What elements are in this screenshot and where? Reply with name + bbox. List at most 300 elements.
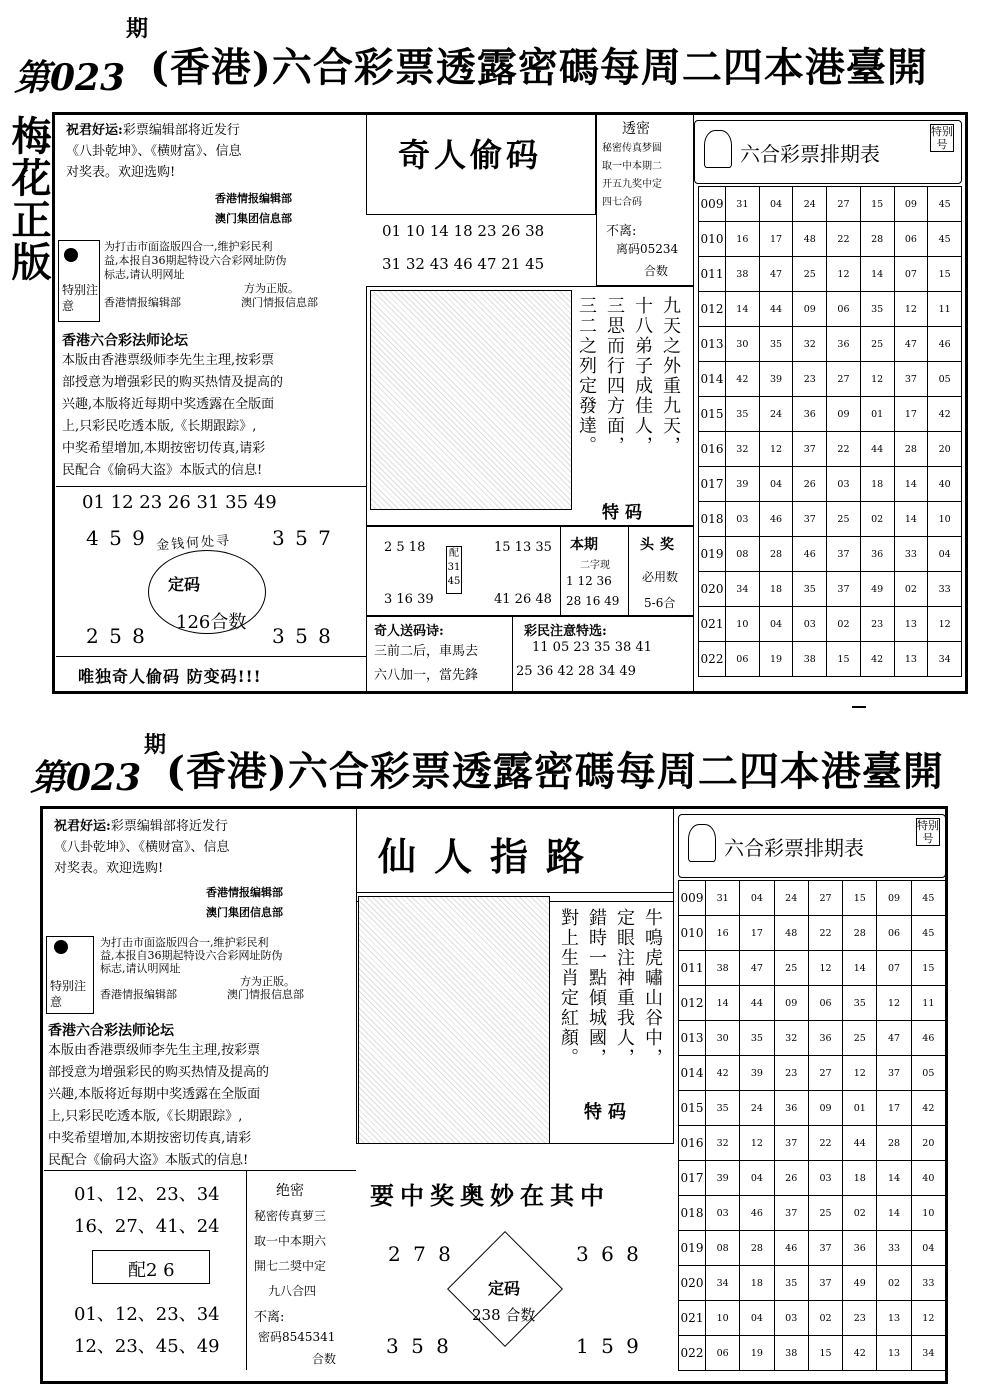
number-cell: 24 (759, 397, 793, 432)
number-cell: 45 (911, 881, 945, 916)
number-cell: 11 (911, 986, 945, 1021)
caimin-title: 彩民注意特选: (524, 624, 607, 639)
number-cell: 14 (726, 292, 760, 327)
greeting-head: 祝君好运: (54, 819, 111, 834)
greeting-head: 祝君好运: (66, 123, 123, 138)
divider (628, 526, 629, 616)
number-cell: 25 (808, 1196, 842, 1231)
schedule-title: 六合彩票排期表 (740, 142, 880, 166)
bottom-nums4: 12、23、45、49 (74, 1336, 220, 1357)
top-feature-title: 奇人偷码 (398, 136, 543, 174)
number-cell: 14 (877, 1196, 911, 1231)
secret-line: 開七二奨中定 (254, 1259, 327, 1273)
pair-mid-2: 45 (447, 576, 461, 587)
number-cell: 03 (793, 607, 827, 642)
number-cell: 11 (928, 292, 962, 327)
table-row (699, 572, 962, 607)
number-cell: 22 (827, 432, 861, 467)
period-cell: 014 (679, 1056, 706, 1091)
greeting-sig1: 香港情报编辑部 (215, 192, 292, 205)
top-poem-col3: 三思而行四方面， (604, 296, 625, 456)
period-cell: 016 (679, 1126, 706, 1161)
number-cell: 15 (860, 187, 894, 222)
number-cell: 35 (726, 397, 760, 432)
table-row (679, 1021, 946, 1056)
number-cell: 36 (808, 1021, 842, 1056)
number-cell: 19 (759, 642, 793, 677)
period-cell: 013 (699, 327, 726, 362)
notice-sig2: 澳门情报信息部 (241, 296, 318, 309)
immortal-illustration (358, 896, 550, 1144)
forum-line: 兴趣,本版将近每期中奖透露在全版面 (62, 397, 275, 412)
period-cell: 012 (699, 292, 726, 327)
bottom-poem-col3: 錯時一點傾城國， (586, 908, 607, 1068)
period-cell: 022 (699, 642, 726, 677)
notice-sig2: 澳门情报信息部 (227, 988, 304, 1001)
pair-mid-1: 31 (447, 562, 461, 573)
number-cell: 02 (860, 502, 894, 537)
table-row (699, 642, 962, 677)
number-cell: 13 (877, 1301, 911, 1336)
number-cell: 35 (793, 572, 827, 607)
table-row (679, 916, 946, 951)
number-cell: 35 (774, 1266, 808, 1301)
number-cell: 47 (740, 951, 774, 986)
number-cell: 36 (860, 537, 894, 572)
number-cell: 17 (740, 916, 774, 951)
table-row (679, 1126, 946, 1161)
table-row (699, 222, 962, 257)
number-cell: 35 (860, 292, 894, 327)
secret-line: 取一中本期二 (602, 161, 662, 172)
number-cell: 36 (827, 327, 861, 362)
buli-label: 不离: (606, 224, 637, 239)
number-cell: 42 (928, 397, 962, 432)
number-cell: 14 (877, 1161, 911, 1196)
forum-title: 香港六合彩法师论坛 (62, 333, 188, 349)
number-cell: 33 (911, 1266, 945, 1301)
number-cell: 04 (928, 537, 962, 572)
number-cell: 33 (928, 572, 962, 607)
number-cell: 10 (706, 1301, 740, 1336)
bottom-right-bot: 1 5 9 (576, 1334, 642, 1358)
pair-mid (446, 546, 462, 594)
number-cell: 08 (726, 537, 760, 572)
notice-line4: 方为正版。 (240, 975, 295, 988)
number-cell: 26 (793, 467, 827, 502)
number-cell: 36 (843, 1231, 877, 1266)
number-cell: 04 (911, 1231, 945, 1266)
notice-line2: 益,本报自36期起特设六合彩网址防伪 (100, 949, 283, 962)
number-cell: 35 (740, 1021, 774, 1056)
number-cell: 10 (911, 1196, 945, 1231)
secret-line: 四七合码 (602, 197, 642, 208)
number-cell: 17 (894, 397, 928, 432)
number-cell: 04 (759, 607, 793, 642)
benqi-line2: 28 16 49 (566, 594, 620, 608)
number-cell: 22 (808, 1126, 842, 1161)
bottom-poem-col4: 對上生肖定紅顏。 (558, 908, 579, 1068)
table-row (679, 986, 946, 1021)
number-cell: 37 (774, 1196, 808, 1231)
number-cell: 27 (827, 362, 861, 397)
greeting-block-2 (54, 816, 344, 879)
forum-line: 中奖希望增加,本期按密切传真,请彩 (62, 441, 266, 456)
number-cell: 17 (877, 1091, 911, 1126)
number-cell: 28 (877, 1126, 911, 1161)
bottom-right-top: 3 6 8 (576, 1242, 642, 1266)
number-cell: 15 (911, 951, 945, 986)
number-cell: 05 (928, 362, 962, 397)
notice-line3: 标志,请认明网址 (104, 268, 185, 281)
number-cell: 18 (740, 1266, 774, 1301)
period-cell: 015 (679, 1091, 706, 1126)
table-row (679, 1266, 946, 1301)
table-row (679, 1161, 946, 1196)
top-poem-col4: 三二之列定發達。 (576, 296, 597, 456)
table-row (679, 1091, 946, 1126)
number-cell: 16 (726, 222, 760, 257)
bottom-ding: 定码 (488, 1279, 521, 1298)
number-cell: 34 (928, 642, 962, 677)
number-cell: 13 (877, 1336, 911, 1371)
pair-mid-label: 配 (449, 548, 459, 559)
number-cell: 06 (726, 642, 760, 677)
notice-sigs (100, 988, 354, 1001)
number-cell: 38 (726, 257, 760, 292)
table-row (699, 537, 962, 572)
number-cell: 05 (911, 1056, 945, 1091)
number-cell: 12 (928, 607, 962, 642)
notice-line4: 方为正版。 (244, 282, 299, 295)
number-cell: 45 (911, 916, 945, 951)
number-cell: 12 (827, 257, 861, 292)
schedule-table (698, 186, 962, 677)
number-cell: 44 (860, 432, 894, 467)
number-cell: 49 (843, 1266, 877, 1301)
number-cell: 07 (894, 257, 928, 292)
number-cell: 24 (793, 187, 827, 222)
number-cell: 44 (759, 292, 793, 327)
benqi-title: 本期 (570, 537, 598, 553)
number-cell: 47 (759, 257, 793, 292)
notice-text (104, 240, 362, 310)
number-cell: 16 (706, 916, 740, 951)
table-row (699, 432, 962, 467)
page-title-2: (香港)六合彩票透露密碼每周二四本港臺開 (166, 748, 944, 795)
number-cell: 32 (774, 1021, 808, 1056)
number-cell: 37 (808, 1231, 842, 1266)
number-cell: 13 (894, 607, 928, 642)
number-cell: 12 (877, 986, 911, 1021)
bottom-buli-unit: 合数 (312, 1352, 337, 1366)
number-cell: 48 (774, 916, 808, 951)
period-cell: 019 (699, 537, 726, 572)
table-row (679, 1196, 946, 1231)
number-cell: 34 (706, 1266, 740, 1301)
qi-label-2: 期 (144, 732, 167, 758)
number-cell: 02 (808, 1301, 842, 1336)
number-cell: 08 (706, 1231, 740, 1266)
greeting-body1: 彩票编辑部将近发行 (122, 123, 240, 138)
bottom-ding-sum: 238 合数 (472, 1306, 536, 1324)
number-cell: 27 (808, 1056, 842, 1091)
number-cell: 47 (894, 327, 928, 362)
number-cell: 49 (860, 572, 894, 607)
secret-line: 九八合四 (268, 1284, 317, 1298)
pair-left-1: 2 5 18 (384, 540, 426, 555)
number-cell: 25 (827, 502, 861, 537)
number-cell: 06 (808, 986, 842, 1021)
forum-body (62, 350, 362, 482)
forum-line: 上,只彩民吃透本版,《长期跟踪》, (62, 419, 257, 434)
number-cell: 31 (706, 881, 740, 916)
period-cell: 009 (699, 187, 726, 222)
top-nums-row: 01 12 23 26 31 35 49 (82, 492, 277, 513)
secret-title: 透密 (622, 121, 650, 137)
number-cell: 23 (774, 1056, 808, 1091)
number-cell: 36 (774, 1091, 808, 1126)
table-row (699, 362, 962, 397)
period-cell: 018 (699, 502, 726, 537)
period-cell: 010 (699, 222, 726, 257)
qiren-title: 奇人送码诗: (374, 624, 444, 639)
pair-left-2: 3 16 39 (384, 592, 434, 607)
benqi-line1: 1 12 36 (566, 574, 612, 588)
bottom-nums3: 01、12、23、34 (74, 1304, 220, 1325)
table-row (699, 502, 962, 537)
schedule-special: 特别号 (931, 125, 953, 151)
number-cell: 40 (911, 1161, 945, 1196)
forum-line: 民配合《偷码大盗》本版式的信息! (62, 463, 263, 478)
number-cell: 28 (860, 222, 894, 257)
number-cell: 44 (843, 1126, 877, 1161)
number-cell: 46 (911, 1021, 945, 1056)
page-title: (香港)六合彩票透露密碼每周二四本港臺開 (150, 44, 928, 91)
number-cell: 06 (877, 916, 911, 951)
period-cell: 017 (699, 467, 726, 502)
number-cell: 03 (726, 502, 760, 537)
secret-line: 秘密传真萝三 (254, 1209, 327, 1223)
number-cell: 07 (877, 951, 911, 986)
forum-line: 部授意为增强彩民的购买热情及提高的 (62, 375, 284, 390)
number-cell: 02 (877, 1266, 911, 1301)
number-cell: 02 (894, 572, 928, 607)
benqi-sub: 二字现 (580, 560, 610, 571)
number-cell: 14 (843, 951, 877, 986)
bottom-poem-col2: 定眼注神重我人， (614, 908, 635, 1068)
number-cell: 02 (843, 1196, 877, 1231)
number-cell: 03 (774, 1301, 808, 1336)
number-cell: 37 (793, 502, 827, 537)
number-cell: 28 (843, 916, 877, 951)
table-row (679, 1056, 946, 1091)
toujiang-line1: 必用数 (642, 570, 679, 584)
number-cell: 39 (706, 1161, 740, 1196)
number-cell: 45 (928, 222, 962, 257)
divider (56, 486, 366, 487)
buli-value: 离码05234 (616, 242, 679, 256)
bottom-nums2: 16、27、41、24 (74, 1216, 220, 1237)
period-cell: 019 (679, 1231, 706, 1266)
number-cell: 34 (911, 1336, 945, 1371)
top-left-top: 4 5 9 (86, 526, 147, 550)
top-tema: 特码 (602, 503, 648, 523)
number-cell: 22 (827, 222, 861, 257)
number-cell: 45 (928, 187, 962, 222)
notice-line2: 益,本报自36期起特设六合彩网址防伪 (104, 254, 287, 267)
number-cell: 47 (877, 1021, 911, 1056)
number-cell: 37 (793, 432, 827, 467)
period-cell: 012 (679, 986, 706, 1021)
period-cell: 018 (679, 1196, 706, 1231)
number-cell: 24 (740, 1091, 774, 1126)
bomb-icon (54, 940, 68, 954)
qi-label: 期 (126, 16, 149, 42)
period-cell: 021 (699, 607, 726, 642)
qiren-line2: 六八加一，當先鋒 (374, 668, 479, 683)
number-cell: 34 (726, 572, 760, 607)
table-row (679, 881, 946, 916)
number-cell: 28 (894, 432, 928, 467)
bottom-pei: 配2 6 (128, 1260, 175, 1281)
number-cell: 25 (774, 951, 808, 986)
number-cell: 42 (843, 1336, 877, 1371)
number-cell: 22 (808, 916, 842, 951)
number-cell: 09 (774, 986, 808, 1021)
schedule-title-2: 六合彩票排期表 (724, 836, 864, 860)
pair-right-2: 41 26 48 (494, 592, 552, 607)
number-cell: 46 (759, 502, 793, 537)
bottom-left-bot: 3 5 8 (386, 1334, 452, 1358)
number-cell: 31 (726, 187, 760, 222)
bottom-buli-value: 密码8545341 (258, 1330, 336, 1344)
number-cell: 06 (706, 1336, 740, 1371)
number-cell: 27 (808, 881, 842, 916)
notice-text-2 (100, 936, 354, 1001)
number-cell: 46 (928, 327, 962, 362)
notice-line1: 为打击市面盗版四合一,维护彩民利 (104, 240, 273, 253)
number-cell: 12 (843, 1056, 877, 1091)
bottom-nums1: 01、12、23、34 (74, 1184, 220, 1205)
greeting-body3: 对奖表。欢迎选购! (54, 861, 164, 876)
period-cell: 015 (699, 397, 726, 432)
schedule-special-2: 特别号 (917, 819, 939, 845)
top-left-bot: 2 5 8 (86, 624, 147, 648)
top-arc-text: 金钱何处寻 (155, 533, 232, 554)
number-cell: 23 (860, 607, 894, 642)
number-cell: 15 (808, 1336, 842, 1371)
table-row (679, 1231, 946, 1266)
qiren-line1: 三前二后，車馬去 (374, 644, 479, 659)
bottom-left-top: 2 7 8 (388, 1242, 454, 1266)
number-cell: 26 (774, 1161, 808, 1196)
side-label: 梅花正版 (5, 115, 52, 283)
bottom-feature-title: 仙人指路 (378, 834, 603, 879)
period-cell: 011 (679, 951, 706, 986)
period-cell: 020 (699, 572, 726, 607)
notice-sig1: 香港情报编辑部 (104, 296, 181, 309)
period-cell: 009 (679, 881, 706, 916)
divider (512, 616, 513, 694)
number-cell: 35 (706, 1091, 740, 1126)
number-cell: 10 (928, 502, 962, 537)
number-cell: 37 (827, 572, 861, 607)
divider (560, 526, 561, 616)
number-cell: 12 (759, 432, 793, 467)
greeting-body3: 对奖表。欢迎选购! (66, 165, 176, 180)
table-row (699, 327, 962, 362)
toujiang-title: 头奖 (640, 537, 680, 553)
number-cell: 06 (827, 292, 861, 327)
notice-line3: 标志,请认明网址 (100, 962, 181, 975)
number-cell: 25 (793, 257, 827, 292)
number-cell: 19 (740, 1336, 774, 1371)
pair-right-1: 15 13 35 (494, 540, 552, 555)
issue-number-2: 第023 (30, 757, 142, 799)
secret-line: 取一中本期六 (254, 1234, 327, 1248)
number-cell: 25 (843, 1021, 877, 1056)
table-row (699, 607, 962, 642)
number-cell: 03 (808, 1161, 842, 1196)
bottom-buli-label: 不离: (254, 1310, 285, 1325)
number-cell: 36 (793, 397, 827, 432)
table-row (679, 951, 946, 986)
number-cell: 35 (843, 986, 877, 1021)
bottom-secret-title: 绝密 (276, 1183, 304, 1199)
number-cell: 28 (740, 1231, 774, 1266)
number-cell: 09 (877, 881, 911, 916)
number-cell: 42 (860, 642, 894, 677)
number-cell: 17 (759, 222, 793, 257)
number-cell: 40 (928, 467, 962, 502)
number-cell: 48 (793, 222, 827, 257)
number-cell: 01 (860, 397, 894, 432)
number-cell: 46 (793, 537, 827, 572)
forum-line: 部授意为增强彩民的购买热情及提高的 (48, 1065, 270, 1080)
number-cell: 37 (808, 1266, 842, 1301)
number-cell: 01 (843, 1091, 877, 1126)
number-cell: 32 (726, 432, 760, 467)
number-cell: 39 (759, 362, 793, 397)
number-cell: 14 (894, 467, 928, 502)
buli-unit: 合数 (644, 264, 669, 278)
table-row (679, 1336, 946, 1371)
top-ding-sum: 126合数 (176, 612, 247, 633)
number-cell: 15 (843, 881, 877, 916)
forum-line: 本版由香港票级师李先生主理,按彩票 (62, 353, 275, 368)
greeting-body2: 《八卦乾坤》、《横财富》、信息 (66, 144, 242, 159)
number-cell: 18 (860, 467, 894, 502)
number-cell: 37 (877, 1056, 911, 1091)
number-cell: 12 (911, 1301, 945, 1336)
schedule-table-2 (678, 880, 946, 1371)
number-cell: 44 (740, 986, 774, 1021)
forum-line: 本版由香港票级师李先生主理,按彩票 (48, 1043, 261, 1058)
caimin-line1: 11 05 23 35 38 41 (532, 640, 652, 655)
number-cell: 39 (740, 1056, 774, 1091)
secret-line: 开五九奖中定 (602, 179, 662, 190)
number-cell: 38 (793, 642, 827, 677)
number-cell: 09 (808, 1091, 842, 1126)
period-cell: 021 (679, 1301, 706, 1336)
table-row (699, 467, 962, 502)
greeting-sig2: 澳门集团信息部 (215, 212, 292, 225)
forum-body-2 (48, 1040, 353, 1172)
period-cell: 017 (679, 1161, 706, 1196)
number-cell: 42 (911, 1091, 945, 1126)
period-cell: 013 (679, 1021, 706, 1056)
